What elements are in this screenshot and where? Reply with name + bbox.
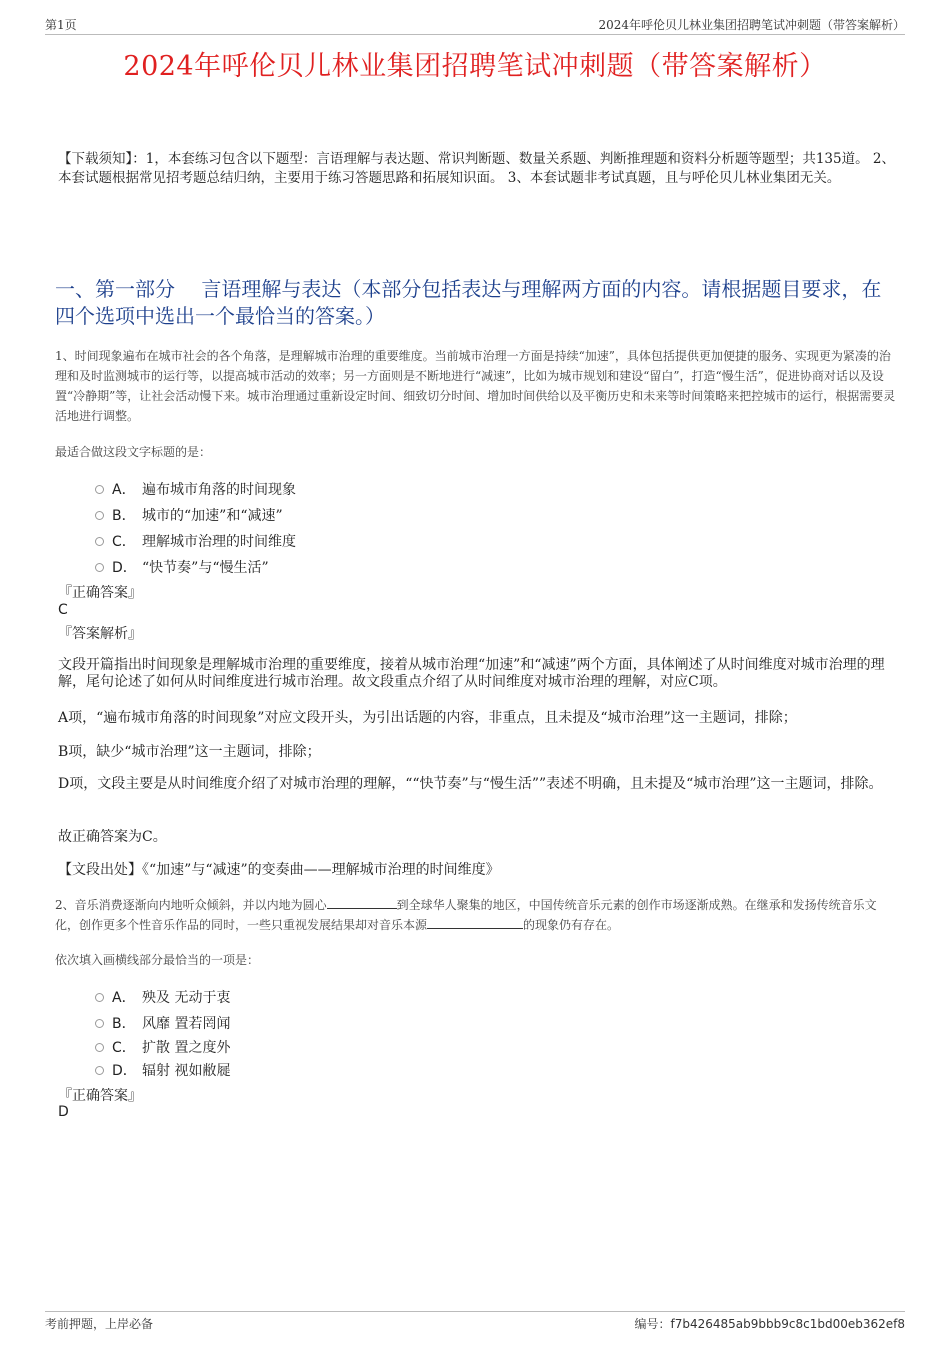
page-title: 2024年呼伦贝儿林业集团招聘笔试冲刺题（带答案解析） (123, 51, 827, 82)
section-heading: 一、第一部分 言语理解与表达（本部分包括表达与理解两方面的内容。请根据题目要求，在四个选项中选出一个最恰当的答案。） (55, 277, 882, 328)
document-code: 编号：f7b426485ab9bbb9c8c1bd00eb362ef8 (634, 1317, 905, 1331)
q1-answer-label: 『正确答案』 (58, 585, 142, 601)
q1-source: 【文段出处】《“加速”与“减速”的变奏曲——理解城市治理的时间维度》 (58, 862, 500, 878)
q1-prompt: 最适合做这段文字标题的是： (55, 445, 212, 459)
radio-icon[interactable] (95, 993, 104, 1002)
q2-passage: 2、音乐消费逐渐向内地听众倾斜，并以内地为圆心 到全球华人聚集的地区，中国传统音乐元素的创作市场逐渐成熟。在继承和发扬传统音乐文化，创作更多个性音乐作品的同时，一些只重视发展结果却对音乐本源 的现象仍有存在。 (55, 898, 877, 932)
footer-slogan: 考前押题，上岸必备 (45, 1317, 154, 1331)
q2-option-d[interactable]: D． 辐射 视如敝屣 (95, 1058, 595, 1082)
download-notice: 【下载须知】：1，本套练习包含以下题型：言语理解与表达题、常识判断题、数量关系题、判断推理题和资料分析题等题型；共135道。 2、本套试题根据常见招考题总结归纳，主要用于练习答题思路和拓展知识面。 3、本套试题非考试真题，且与呼伦贝儿林业集团无关。 (58, 151, 895, 186)
radio-icon[interactable] (95, 537, 104, 546)
q1-passage: 1、时间现象遍布在城市社会的各个角落，是理解城市治理的重要维度。当前城市治理一方面是持续“加速”，具体包括提供更加便捷的服务、实现更为紧凑的治理和及时监测城市的运行等，以提高城市活动的效率；另一方面则是不断地进行“减速”，比如为城市规划和建设“留白”，打造“慢生活”，促进协商对话以及设置“冷静期”等，让社会活动慢下来。城市治理通过重新设定时间、细致切分时间、增加时间供给以及平衡历史和未来等时间策略来把控城市的运行，根据需要灵活地进行调整。 (55, 349, 896, 423)
q1-analysis-paragraph: A项，“遍布城市角落的时间现象”对应文段开头，为引出话题的内容，非重点，且未提及“城市治理”这一主题词，排除； (58, 710, 797, 726)
q1-option-a[interactable]: A． 遍布城市角落的时间现象 (95, 476, 595, 502)
q2-answer: D (58, 1104, 69, 1120)
radio-icon[interactable] (95, 485, 104, 494)
q2-options (95, 984, 595, 1082)
q2-answer-label: 『正确答案』 (58, 1088, 142, 1104)
q1-analysis-paragraph: 故正确答案为C。 (58, 829, 167, 845)
page-header (45, 14, 905, 35)
fill-blank[interactable] (427, 916, 523, 929)
q1-option-b[interactable]: B． 城市的“加速”和“减速” (95, 502, 595, 528)
q1-answer: C (58, 602, 68, 618)
q1-analysis-paragraph: B项，缺少“城市治理”这一主题词，排除； (58, 744, 321, 760)
q1-analysis-label: 『答案解析』 (58, 626, 142, 642)
page-footer (45, 1311, 905, 1334)
radio-icon[interactable] (95, 511, 104, 520)
q1-option-d[interactable]: D． “快节奏”与“慢生活” (95, 554, 595, 580)
q2-prompt: 依次填入画横线部分最恰当的一项是： (55, 953, 260, 967)
radio-icon[interactable] (95, 1019, 104, 1028)
q1-analysis-paragraph: 文段开篇指出时间现象是理解城市治理的重要维度，接着从城市治理“加速”和“减速”两个方面，具体阐述了从时间维度对城市治理的理解，尾句论述了如何从时间维度进行城市治理。故文段重点介绍了从时间维度对城市治理的理解，对应C项。 (58, 657, 885, 690)
page-number: 第1页 (45, 18, 77, 32)
q1-option-c[interactable]: C． 理解城市治理的时间维度 (95, 528, 595, 554)
radio-icon[interactable] (95, 1066, 104, 1075)
q2-option-b[interactable]: B． 风靡 置若罔闻 (95, 1010, 595, 1036)
q2-option-a[interactable]: A． 殃及 无动于衷 (95, 984, 595, 1010)
fill-blank[interactable] (327, 896, 397, 909)
header-doc-title: 2024年呼伦贝儿林业集团招聘笔试冲刺题（带答案解析） (598, 18, 905, 32)
radio-icon[interactable] (95, 563, 104, 572)
radio-icon[interactable] (95, 1043, 104, 1052)
q2-option-c[interactable]: C． 扩散 置之度外 (95, 1036, 595, 1058)
q1-analysis-paragraph: D项，文段主要是从时间维度介绍了对城市治理的理解，““快节奏”与“慢生活””表述不明确，且未提及“城市治理”这一主题词，排除。 (58, 776, 883, 792)
q1-options (95, 476, 595, 580)
